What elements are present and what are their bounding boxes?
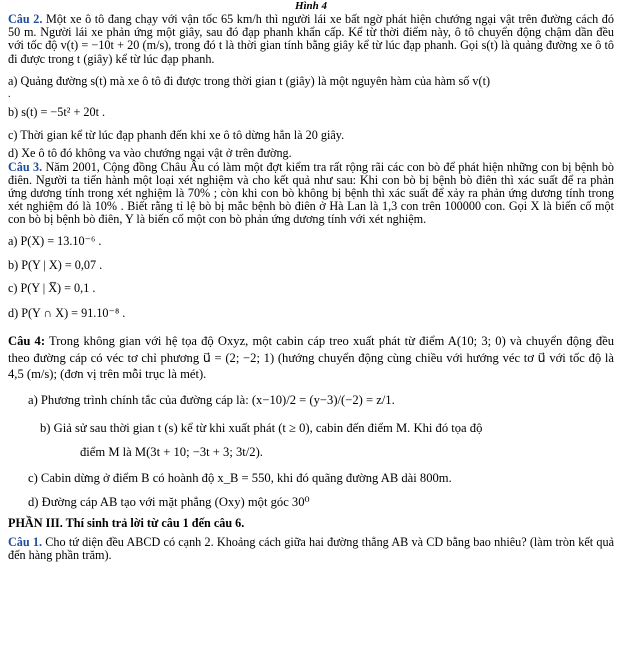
question-3-option-d: d) P(Y ∩ X) = 91.10⁻⁸ . [8, 306, 126, 321]
part-3-question-1-label: Câu 1. [8, 534, 43, 549]
question-4-option-b-line2: điểm M là M(3t + 10; −3t + 3; 3t/2). [80, 445, 263, 460]
question-3-option-b: b) P(Y | X) = 0,07 . [8, 257, 103, 272]
question-4-option-a: a) Phương trình chính tắc của đường cáp là: (x−10)/2 = (y−3)/(−2) = z/1. [28, 392, 395, 407]
question-2-option-b: b) s(t) = −5t² + 20t . [8, 104, 106, 119]
part-3-heading: PHẦN III. Thí sinh trả lời từ câu 1 đến câu 6. [8, 516, 245, 531]
question-2-option-a: a) Quảng đường s(t) mà xe ô tô đi được trong thời gian t (giây) là một nguyên hàm của hàm số v(t) [8, 73, 491, 88]
question-2 [8, 13, 614, 66]
question-3-option-a: a) P(X) = 13.10⁻⁶ . [8, 234, 102, 249]
question-4-option-d: d) Đường cáp AB tạo với mặt phẳng (Oxy) một góc 30⁰ [28, 495, 310, 510]
question-4-option-c: c) Cabin dừng ở điểm B có hoành độ x_B = 550, khi đó quãng đường AB dài 800m. [28, 471, 452, 486]
question-2-option-d: d) Xe ô tô đó không va vào chướng ngại vật ở trên đường. [8, 146, 292, 161]
question-4-option-b-line1: b) Giả sử sau thời gian t (s) kể từ khi xuất phát (t ≥ 0), cabin đến điểm M. Khi đó tọa độ [40, 420, 483, 435]
question-4-label: Câu 4: [8, 334, 46, 349]
question-3-option-c: c) P(Y | X̅) = 0,1 . [8, 280, 96, 295]
question-4-text: Trong không gian với hệ tọa độ Oxyz, một cabin cáp treo xuất phát từ điểm A(10; 3; 0) và chuyển động đều theo đường cáp có véc tơ chỉ phương u⃗ = (2; −2; 1) (hướng chuyển động cùng chiều với hướng véc tơ u⃗ với tốc độ là 4,5 (m/s); (đơn vị trên mỗi trục là mét). [8, 334, 615, 381]
figure-label: Hình 4 [294, 0, 328, 12]
question-2-text: Một xe ô tô đang chạy với vận tốc 65 km/h thì người lái xe bất ngờ phát hiện chướng ngại vật trên đường cách đó 50 m. Người lái xe phản ứng một giây, sau đó đạp phanh khẩn cấp. Kể từ thời điểm này, ô tô chuyển động chậm dần đều với tốc độ v(t) = −10t + 20 (m/s), trong đó t là thời gian tính bằng giây kể từ lúc đạp phanh. Gọi s(t) là quảng đường xe ô tô đi được trong t (giây) kể từ lúc đạp phanh. [8, 12, 614, 66]
question-3 [8, 161, 614, 227]
question-2-option-c: c) Thời gian kể từ lúc đạp phanh đến khi xe ô tô dừng hẳn là 20 giây. [8, 128, 345, 143]
question-3-text: Năm 2001, Cộng đồng Châu Âu có làm một đợt kiểm tra rất rộng rãi các con bò để phát hiện những con bị bệnh bò điên. Người ta tiến hành một loại xét nghiệm và cho kết quả như sau: Khi con bò bị bệnh bò điên thì xác suất để ra phản ứng dương tính trong xét nghiệm là 70% ; còn khi con bò không bị bệnh thì xác suất để xảy ra phản ứng dương tính trong xét nghiệm đó là 10% . Biết rằng tỉ lệ bò bị mắc bệnh bò điên ở Hà Lan là 1,3 con trên 100000 con. Gọi X là biến cố một con bò bị bệnh bò điên, Y là biến cố một con bò phản ứng dương tính với xét nghiệm. [8, 159, 614, 227]
question-4 [8, 333, 614, 381]
question-2-dot: . [8, 88, 11, 100]
question-2-label: Câu 2. [8, 12, 43, 26]
part-3-question-1 [8, 536, 614, 562]
question-3-label: Câu 3. [8, 159, 43, 174]
part-3-question-1-text: Cho tứ diện đều ABCD có cạnh 2. Khoảng cách giữa hai đường thẳng AB và CD bằng bao nhiêu? (làm tròn kết quả đến hàng phần trăm). [8, 534, 615, 562]
